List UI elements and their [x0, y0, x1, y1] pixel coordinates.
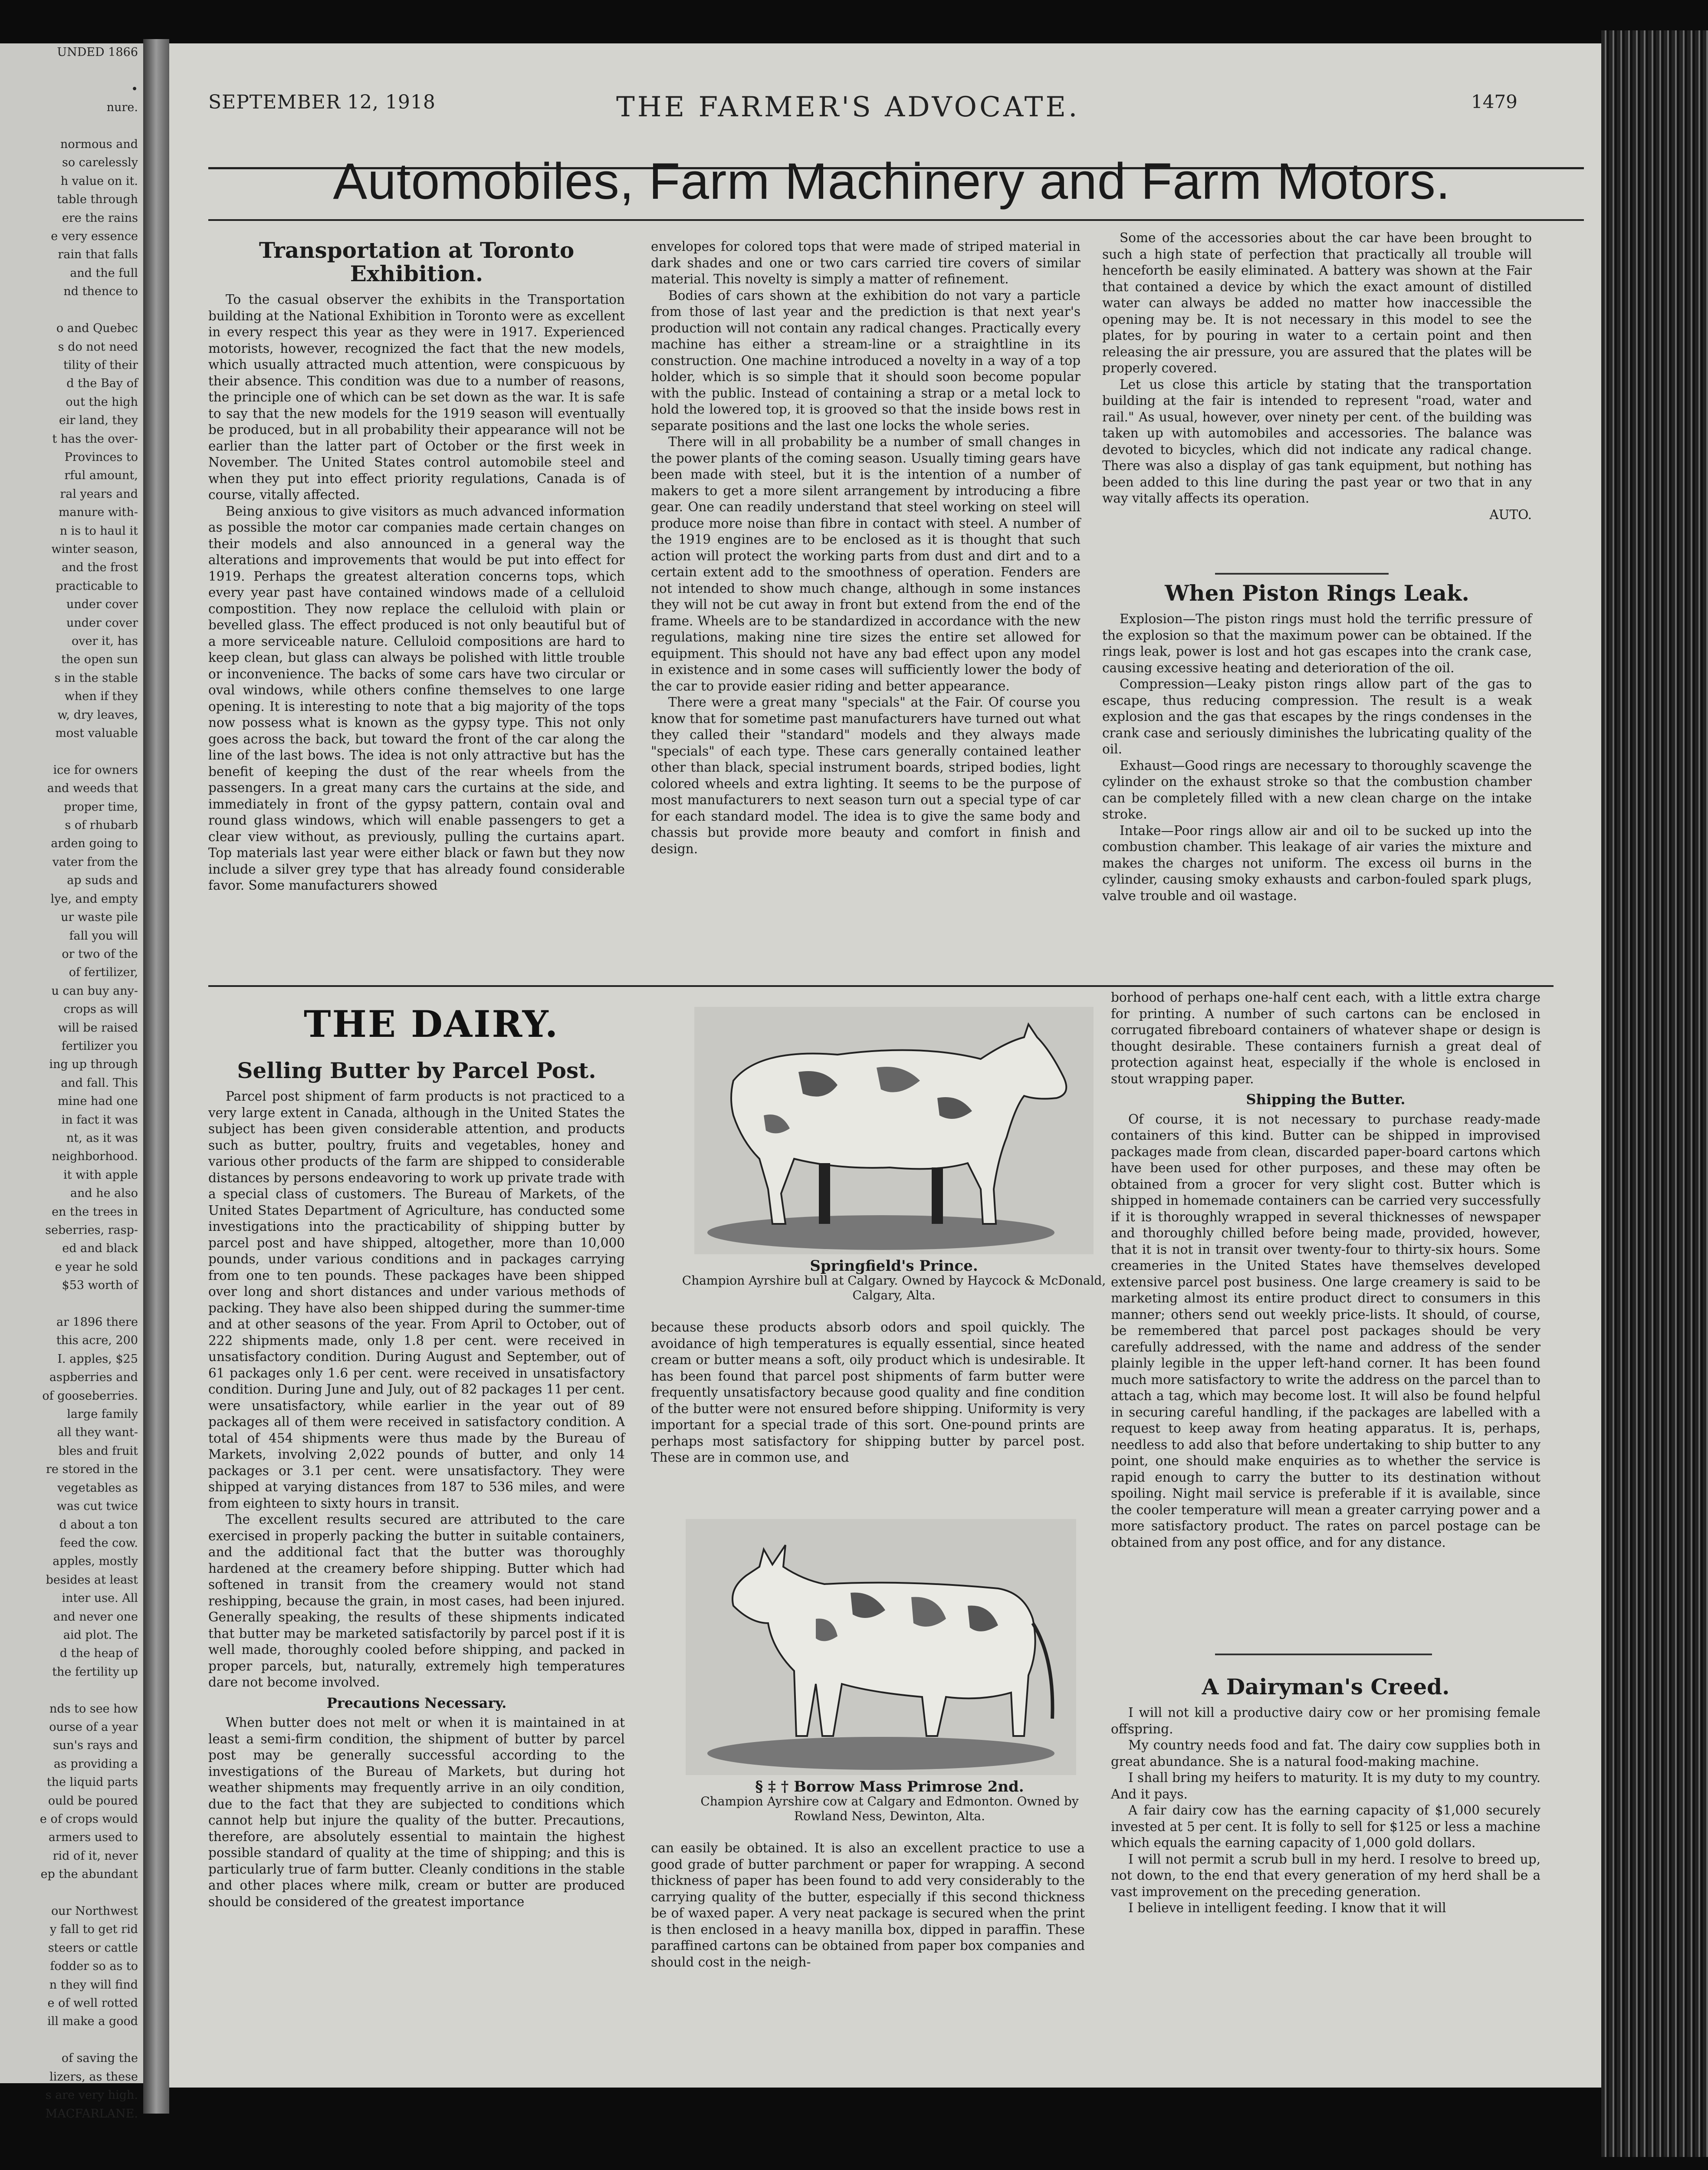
fragment-line: and he also — [70, 1187, 138, 1200]
fragment-line: ur waste pile — [61, 911, 138, 924]
issue-date: SEPTEMBER 12, 1918 — [208, 91, 436, 113]
fragment-line: nt, as it was — [66, 1131, 138, 1145]
section-rule — [208, 985, 1554, 987]
piston-title: When Piston Rings Leak. — [1165, 580, 1469, 606]
transport-column-2 — [651, 239, 1081, 976]
fragment-line: ap suds and — [67, 874, 138, 888]
fragment-line: the liquid parts — [46, 1775, 138, 1789]
fragment-line: winter season, — [51, 542, 138, 556]
fragment-line: table through — [57, 193, 138, 207]
fragment-line: and never one — [53, 1610, 138, 1624]
dairy-middle-text-2 — [651, 1840, 1085, 2066]
fragment-line: ill make a good — [47, 2015, 138, 2029]
fragment-line: most valuable — [55, 727, 138, 740]
fragment-line: in fact it was — [61, 1113, 138, 1127]
cow-caption-prefix: § ‡ † — [755, 1778, 789, 1795]
fragment-line: e very essence — [51, 230, 138, 243]
dairy-paragraph: borhood of perhaps one-half cent each, with a little extra charge for printing. A number of such cartons can be enclosed in corrugated fibreboard containers of whatever shape or design is thought desirable. These containers furnish a great deal of protection against heat, especially if the whole is enclosed in stout wrapping paper. — [1111, 990, 1540, 1086]
transport-paragraph: envelopes for colored tops that were made of striped material in dark shades and one or two cars carried tire covers of similar material. This novelty is simply a matter of refinement. — [651, 239, 1081, 286]
fragment-line: inter use. All — [62, 1591, 138, 1605]
fragment-line — [0, 743, 143, 761]
dairy-column-1 — [208, 1059, 625, 2066]
fragment-line: s do not need — [58, 340, 138, 354]
fragment-line: o and Quebec — [56, 322, 138, 335]
fragment-line: crops as will — [63, 1003, 138, 1016]
fragment-line: seberries, rasp- — [45, 1223, 138, 1237]
fragment-line: nds to see how — [49, 1702, 138, 1716]
fragment-line — [0, 1295, 143, 1313]
masthead: THE FARMER'S ADVOCATE. — [616, 91, 1080, 123]
dairy-paragraph: Parcel post shipment of farm products is not practiced to a very large extent in Canada, although in the United States the subject has been given considerable attention, and products such as butter, poultry, fruits and vegetables, honey and various other products of the farm are shipped to considerable distances by persons endeavoring to work up private trade with a special class of customers. The Bureau of Markets, of the United States Department of Agriculture, has conducted some investigations into the practicability of shipping butter by parcel post and have shipped, altogether, more than 10,000 pounds, under various conditions and in packages carrying from one to ten pounds. These packages have been shipped over long and short distances and under various methods of packing. They have also been shipped during the summer-time and at other seasons of the year. From April to October, out of 222 shipments made, only 1.8 per cent. were received in unsatisfactory condition. During August and September, out of 61 packages only 1.6 per cent. were received in unsatisfactory condition. During June and July, out of 82 packages 11 per cent. were unsatisfactory, while earlier in the year out of 89 packages all of them were received in satisfactory condition. A total of 454 shipments were thus made by the Bureau of Markets, involving 2,022 pounds of butter, and only 14 packages or 3.1 per cent. were unsatisfactory. They were shipped at varying distances from 187 to 536 miles, and were from eighteen to sixty hours in transit. — [208, 1089, 625, 1511]
cow-illustration — [686, 1519, 1076, 1775]
cow-caption-text: Champion Ayrshire cow at Calgary and Edmonton. Owned by Rowland Ness, Dewinton, Alta. — [700, 1794, 1079, 1823]
fragment-line — [0, 1884, 143, 1902]
transport-paragraph: Let us close this article by stating that the transportation building at the fair is intended to represent "road, water and rail." As usual, however, over ninety per cent. of the building was taken up with automobiles and accessories. The balance was devoted to bicycles, which did not indicate any radical change. There was also a display of gas tank equipment, but nothing has been added to this line during the past year or two that in any way vitally affects its operation. — [1102, 377, 1532, 506]
fragment-line: and weeds that — [47, 782, 138, 796]
fragment-line: • — [131, 82, 138, 96]
fragment-line: all they want- — [57, 1426, 138, 1440]
transport-paragraph: Some of the accessories about the car have been brought to such a high state of perfection that practically all trouble will henceforth be easily eliminated. A battery was shown at the Fair that contained a device by which the exact amount of distilled water can always be added no matter how inaccessible the opening may be. It is not necessary in this model to see the plates, for by pouring in water to a certain point and then releasing the air pressure, you are assured that the plates will be properly covered. — [1102, 230, 1532, 375]
fragment-line: Provinces to — [64, 450, 138, 464]
fragment-line: was cut twice — [56, 1499, 138, 1513]
fragment-line: the open sun — [61, 653, 138, 667]
subhead-shipping: Shipping the Butter. — [1246, 1091, 1406, 1108]
fragment-line: rid of it, never — [53, 1849, 138, 1863]
fragment-line: large family — [67, 1407, 138, 1421]
creed-paragraph: I will not kill a productive dairy cow or her promising female offspring. — [1111, 1705, 1540, 1736]
fragment-line: $53 worth of — [62, 1279, 138, 1292]
creed-paragraph: A fair dairy cow has the earning capacity of $1,000 securely invested at 5 per cent. It is folly to sell for $125 or less a machine which equals the earning capacity of 1,000 gold dollars. — [1111, 1803, 1540, 1850]
fragment-line: and the frost — [61, 561, 138, 575]
fragment-line: ral years and — [60, 487, 138, 501]
fragment-line: this acre, 200 — [56, 1334, 138, 1348]
cow-caption — [677, 1779, 1102, 1824]
dairy-column-3 — [1111, 990, 1540, 1649]
fragment-line: apples, mostly — [53, 1555, 138, 1568]
fragment-line: or two of the — [62, 947, 138, 961]
creed-paragraph: My country needs food and fat. The dairy cow supplies both in great abundance. She is a natural food-making machine. — [1111, 1738, 1540, 1769]
fragment-line: u can buy any- — [51, 984, 138, 998]
dairy-paragraph: When butter does not melt or when it is maintained in at least a semi-firm condition, the shipment of butter by parcel post may be generally successful according to the investigations of the Bureau of Markets, but during hot weather shipments may frequently arrive in an oily condition, due to the fact that they are subjected to conditions which cannot help but injure the quality of the butter. Precautions, therefore, are absolutely essential to maintain the highest possible standard of quality at the time of shipping; and this is particularly true of farm butter. Cleanly conditions in the stable and other places where milk, cream or butter are produced should be considered of the greatest importance — [208, 1715, 625, 1909]
fragment-line: nd thence to — [63, 285, 138, 299]
bull-caption-title: Springfield's Prince. — [810, 1257, 978, 1275]
department-title: Automobiles, Farm Machinery and Farm Motors. — [333, 153, 1451, 210]
bull-photo — [694, 1007, 1094, 1254]
subhead-precautions: Precautions Necessary. — [326, 1694, 507, 1711]
piston-paragraph: Explosion—The piston rings must hold the terrific pressure of the explosion so that the maximum power can be obtained. If the rings leak, power is lost and hot gas escapes into the crank case, causing excessive heating and deterioration of the oil. — [1102, 612, 1532, 675]
fragment-line: practicable to — [56, 579, 138, 593]
fragment-line: as providing a — [53, 1757, 138, 1771]
fragment-line: proper time, — [64, 800, 138, 814]
fragment-line: and the full — [70, 266, 138, 280]
fragment-line: s are very high. — [45, 2088, 138, 2102]
fragment-line: e year he sold — [55, 1260, 138, 1274]
book-page-edges — [1601, 30, 1708, 2157]
fragment-line: normous and — [60, 138, 138, 151]
previous-page-fragment — [0, 43, 143, 2121]
piston-column — [1102, 582, 1532, 972]
fragment-line: rain that falls — [58, 248, 138, 262]
creed-paragraph: I believe in intelligent feeding. I know that it will — [1128, 1900, 1446, 1915]
fragment-line: d about a ton — [59, 1518, 138, 1532]
fragment-line: UNDED 1866 — [57, 46, 138, 59]
bull-caption-text: Champion Ayrshire bull at Calgary. Owned by Haycock & McDonald, Calgary, Alta. — [682, 1273, 1106, 1302]
transport-paragraph: Being anxious to give visitors as much advanced information as possible the motor car companies made certain changes on their models and also announced in a general way the alterations and improvements that would be put into effect for 1919. Perhaps the greatest alteration concerns tops, which every year past have contained windows made of a celluloid compostition. They now replace the celluloid with plain or bevelled glass. The effect produced is not only beautiful but of a more serviceable nature. Celluloid compositions are hard to keep clean, but glass can always be polished with little trouble or inconvenience. The backs of some cars have two circular or oval windows, while others confine themselves to one large opening. It is interesting to note that a big majority of the tops now possess what is known as the gypsy type. This not only goes across the back, but toward the front of the car along the line of the last bows. The idea is not only attractive but has the benefit of keeping the dust of the rear wheels from the passengers. In a great many cars the curtains at the side, and immediately in front of the gypsy pattern, contain oval and round glass windows, which will enable passengers to get a clear view without, as previously, pulling the curtains apart. Top materials last year were either black or fawn but they now include a silver grey type that has already found considerable favor. Some manufacturers showed — [208, 503, 625, 893]
fragment-line: tility of their — [63, 358, 138, 372]
fragment-line: ould be poured — [48, 1794, 138, 1808]
creed-paragraph: I shall bring my heifers to maturity. It is my duty to my country. And it pays. — [1111, 1770, 1540, 1802]
transport-paragraph: Bodies of cars shown at the exhibition do not vary a particle from those of last year and the prediction is that next year's production will not contain any radical changes. Practically every machine has either a stream-line or a straightline in its construction. One machine introduced a novelty in a way of a top holder, which is so simple that it should soon become popular with the public. Instead of containing a strap or a metal lock to hold the lowered top, it is grooved so that the inside bows rest in separate positions and the last one locks the whole series. — [651, 288, 1081, 433]
fragment-line: so carelessly — [62, 156, 138, 170]
fragment-line: re stored in the — [46, 1463, 138, 1476]
fragment-line: sun's rays and — [53, 1739, 138, 1752]
fragment-line: ing up through — [49, 1058, 138, 1072]
fragment-line: ice for owners — [53, 763, 138, 777]
fragment-line: s in the stable — [54, 671, 138, 685]
dairy-paragraph: can easily be obtained. It is also an excellent practice to use a good grade of butter parchment or paper for wrapping. A second thickness of paper has been found to add very considerably to the carrying quality of the butter, especially if this second thickness be of waxed paper. A very neat package is secured when the print is then enclosed in a heavy manilla box, dipped in paraffin. These paraffined cartons can be obtained from paper box companies and should cost in the neigh- — [651, 1841, 1085, 1969]
fragment-line — [0, 2031, 143, 2049]
fragment-line: s of rhubarb — [65, 819, 138, 832]
department-rule — [208, 219, 1584, 221]
fragment-line: vater from the — [52, 855, 138, 869]
fragment-line: fertilizer you — [61, 1039, 138, 1053]
fragment-line: armers used to — [48, 1831, 138, 1844]
fragment-line: aspberries and — [49, 1371, 138, 1384]
fragment-line: ar 1896 there — [56, 1315, 138, 1329]
fragment-line: under cover — [66, 598, 138, 612]
fragment-line: of saving the — [61, 2052, 138, 2065]
fragment-line — [0, 62, 143, 80]
fragment-line: under cover — [66, 616, 138, 630]
fragment-line: mine had one — [57, 1095, 138, 1108]
fragment-line: rful amount, — [64, 469, 138, 483]
transport-paragraph: There will in all probability be a number of small changes in the power plants of the coming season. Usually timing gears have been made with steel, but it is the intention of a number of makers to get a more silent arrangement by introducing a fibre gear. One can readily understand that steel working on steel will produce more noise than fibre in contact with steel. A number of the 1919 engines are to be enclosed as it is thought that such action will protect the working parts from dust and dirt and to a certain extent add to the smoothness of operation. Fenders are not intended to show much change, although in some instances they will not be cut away in front but extend from the end of the frame. Wheels are to be standardized in accordance with the new regulations, making nine tire sizes the entire set allowed for equipment. This should not have any bad effect upon any model in existence and in some cases will sufficiently lower the body of the car to provide easier riding and better appearance. — [651, 434, 1081, 694]
article-separator — [1215, 573, 1389, 575]
dairy-paragraph: because these products absorb odors and spoil quickly. The avoidance of high temperatures is equally essential, since heated cream or butter means a soft, oily product which is undesirable. It has been found that parcel post shipments of farm butter were frequently unsatisfactory because good quality and fine condition of the butter were not ensured before shipping. Uniformity is very important for a special trade of this sort. One-pound prints are perhaps most satisfactory for shipping butter by parcel post. These are in common use, and — [651, 1320, 1085, 1465]
transport-column-1 — [208, 239, 625, 976]
fragment-line: en the trees in — [52, 1205, 138, 1219]
fragment-line — [0, 301, 143, 319]
piston-paragraph: Intake—Poor rings allow air and oil to be sucked up into the combustion chamber. This leakage of air varies the mixture and makes the charges not uniform. The excess oil burns in the cylinder, causing smoky exhausts and carbon-fouled spark plugs, valve trouble and oil wastage. — [1102, 823, 1532, 903]
fragment-line — [0, 117, 143, 135]
fragment-line: of fertilizer, — [69, 966, 138, 980]
dairy-paragraph: Of course, it is not necessary to purchase ready-made containers of this kind. Butter can be shipped in improvised packages made from clean, discarded paper-board cartons which have been used for other purposes, and these may often be obtained from a grocer for very slight cost. Butter which is shipped in homemade containers can be carried very successfully if it is thoroughly wrapped in several thicknesses of newspaper and thoroughly chilled before being made, provided, however, that it is not in transit over twenty-four to thirty-six hours. Some creameries in the United States have themselves developed extensive parcel post business. One large creamery is said to be marketing almost its entire product direct to consumers in this manner; others send out weekly price-lists. It should, of course, be remembered that parcel post packages should be very carefully addressed, with the name and address of the sender plainly legible in the upper left-hand corner. It has been found much more satisfactory to write the address on the parcel than to attach a tag, which may become lost. It will also be found helpful in securing careful handling, if the packages are labelled with a request to keep away from heating apparatus. It is, perhaps, needless to add also that before undertaking to ship butter to any point, one should make enquiries as to whether the service is rapid enough to carry the butter to its destination without spoiling. Night mail service is preferable if it is available, since the cooler temperature will mean a greater carrying power and a more satisfactory product. The rates on parcel postage can be obtained from any post office, and for any distance. — [1111, 1111, 1540, 1550]
fragment-line: lye, and empty — [50, 892, 138, 906]
fragment-line: aid plot. The — [63, 1628, 138, 1642]
bull-caption — [677, 1259, 1111, 1303]
cow-photo — [686, 1519, 1076, 1775]
fragment-line: ere the rains — [62, 211, 138, 225]
fragment-line: our Northwest — [51, 1904, 138, 1918]
fragment-line: will be raised — [58, 1021, 138, 1035]
fragment-line: of gooseberries. — [42, 1389, 138, 1403]
fragment-line: feed the cow. — [59, 1536, 138, 1550]
fragment-line: e of well rotted — [47, 1996, 138, 2010]
fragment-line: over it, has — [72, 635, 138, 648]
fragment-line: neighborhood. — [52, 1150, 138, 1164]
article-signature: AUTO. — [1489, 507, 1532, 522]
dairy-middle-text-1 — [651, 1319, 1085, 1493]
fragment-line: fall you will — [69, 929, 138, 943]
fragment-line: MACFARLANE. — [45, 2107, 138, 2121]
cow-caption-title — [677, 1779, 1102, 1794]
fragment-line: eir land, they — [59, 414, 138, 427]
fragment-line: I. apples, $25 — [57, 1352, 138, 1366]
fragment-line: out the high — [66, 395, 138, 409]
transport-column-3 — [1102, 230, 1532, 577]
piston-paragraph: Exhaust—Good rings are necessary to thoroughly scavenge the cylinder on the exhaust stroke so that the combustion chamber can be completely filled with a new clean charge on the intake stroke. — [1102, 758, 1532, 822]
fragment-line: when if they — [64, 690, 138, 704]
fragment-line: ourse of a year — [49, 1720, 138, 1734]
book-spine — [143, 39, 169, 2114]
creed-paragraph: I will not permit a scrub bull in my herd. I resolve to breed up, not down, to the end that every generation of my herd shall be a vast improvement on the preceding generation. — [1111, 1851, 1540, 1899]
fragment-line: ep the abundant — [40, 1868, 138, 1881]
piston-paragraph: Compression—Leaky piston rings allow part of the gas to escape, thus reducing compression. The result is a weak explosion and the gas that escapes by the rings condenses in the crank case and seriously diminishes the lubricating quality of the oil. — [1102, 677, 1532, 756]
creed-column — [1111, 1675, 1540, 2066]
fragment-line: lizers, as these — [49, 2070, 138, 2084]
transport-title: Transportation at Toronto Exhibition. — [259, 237, 575, 286]
fragment-line: steers or cattle — [48, 1941, 138, 1955]
fragment-line: h value on it. — [60, 174, 138, 188]
creed-title: A Dairyman's Creed. — [1202, 1674, 1450, 1700]
dairy-section-title: THE DAIRY. — [304, 1003, 559, 1046]
fragment-line: besides at least — [46, 1573, 138, 1587]
transport-paragraph: There were a great many "specials" at the Fair. Of course you know that for sometime past manufacturers have turned out what they called their "standard" models and they always made "specials" of each type. These cars generally contained leather other than black, special instrument boards, striped bodies, light colored wheels and extra lighting. It seems to be the purpose of most manufacturers to next season turn out a special type of car for each standard model. The idea is to give the same body and chassis but provide more beauty and comfort in finish and design. — [651, 695, 1081, 856]
fragment-line: manure with- — [58, 506, 138, 519]
fragment-line: y fall to get rid — [50, 1923, 138, 1937]
article-separator — [1215, 1654, 1432, 1655]
fragment-line: w, dry leaves, — [57, 708, 138, 722]
fragment-line: ed and black — [62, 1242, 138, 1256]
fragment-line: and fall. This — [61, 1076, 138, 1090]
cow-caption-name: Borrow Mass Primrose 2nd. — [794, 1778, 1024, 1795]
fragment-line: d the Bay of — [66, 377, 138, 391]
fragment-line: d the heap of — [59, 1647, 138, 1660]
page-number: 1479 — [1471, 91, 1517, 112]
fragment-line: the fertility up — [52, 1665, 138, 1679]
fragment-line: bles and fruit — [58, 1444, 138, 1458]
fragment-line: vegetables as — [57, 1481, 138, 1495]
dairy-article-title: Selling Butter by Parcel Post. — [237, 1058, 596, 1083]
transport-paragraph: To the casual observer the exhibits in the Transportation building at the National Exhibition in Toronto were as excellent in every respect this year as they were in 1917. Experienced motorists, however, recognized the fact that the new models, which usually attracted much attention, were conspicuous by their absence. This condition was due to a number of reasons, the principle one of which can be set down as the war. It is safe to say that the new models for the 1919 season will eventually be produced, but in all probability their appearance will not be earlier than the latter part of October or the first week in November. The United States control automobile steel and when they put into effect priority regulations, Canada is of course, vitally affected. — [208, 292, 625, 502]
fragment-line — [0, 1681, 143, 1700]
fragment-line: it with apple — [63, 1168, 138, 1182]
fragment-line: nure. — [106, 101, 138, 115]
dairy-paragraph: The excellent results secured are attributed to the care exercised in properly packing the butter in suitable containers, and the additional fact that the butter was thoroughly hardened at the creamery before shipping. Butter which had softened in transit from the creamery would not stand reshipping, because the grain, in most cases, had been injured. Generally speaking, the results of these shipments indicated that butter may be marketed satisfactorily by parcel post if it is well made, thoroughly cooled before shipping, and packed in proper parcels, but, naturally, extremely high temperatures dare not become involved. — [208, 1512, 625, 1690]
fragment-line: e of crops would — [39, 1812, 138, 1826]
fragment-line: n is to haul it — [59, 524, 138, 538]
fragment-line: t has the over- — [52, 432, 138, 446]
fragment-line: fodder so as to — [50, 1960, 138, 1973]
fragment-line: n they will find — [49, 1978, 138, 1992]
fragment-line: arden going to — [51, 837, 138, 851]
bull-illustration — [694, 1007, 1094, 1254]
